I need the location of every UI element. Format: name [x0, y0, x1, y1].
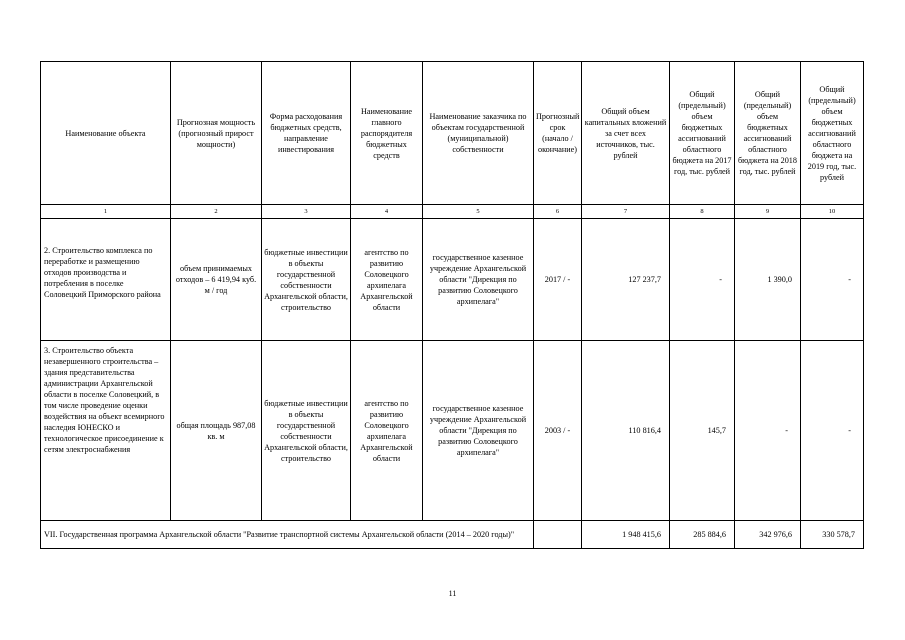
column-number-row: [41, 205, 864, 219]
column-number: 2: [171, 205, 262, 219]
amount-2019-cell: -: [801, 219, 864, 341]
header-cell-customer: Наименование заказчика по объектам государственной (муниципальной) собственности: [423, 62, 534, 205]
header-cell-object-name: Наименование объекта: [41, 62, 171, 205]
amount-2017-cell: 145,7: [670, 341, 735, 521]
program-term-cell: [534, 521, 582, 549]
header-cell-total: Общий объем капитальных вложений за счет всех источников, тыс. рублей: [582, 62, 670, 205]
amount-2018-cell: -: [735, 341, 801, 521]
header-cell-2017: Общий (предельный) объем бюджетных ассигнований областного бюджета на 2017 год, тыс. рублей: [670, 62, 735, 205]
capacity-cell: объем принимаемых отходов – 6 419,94 куб. м / год: [171, 219, 262, 341]
budget-table: [40, 61, 864, 549]
header-cell-capacity: Прогнозная мощность (прогнозный прирост мощности): [171, 62, 262, 205]
object-name-cell: 2. Строительство комплекса по переработке и размещению отходов производства и потребления в поселке Соловецкий Приморского района: [41, 219, 171, 341]
manager-cell: агентство по развитию Соловецкого архипелага Архангельской области: [351, 341, 423, 521]
header-cell-2018: Общий (предельный) объем бюджетных ассигнований областного бюджета на 2018 год, тыс. рублей: [735, 62, 801, 205]
program-total-cell: 1 948 415,6: [582, 521, 670, 549]
program-2019-cell: 330 578,7: [801, 521, 864, 549]
program-title-cell: VII. Государственная программа Архангельской области "Развитие транспортной системы Архангельской области (2014 – 2020 годы)": [41, 521, 534, 549]
spending-form-cell: бюджетные инвестиции в объекты государственной собственности Архангельской области, строительство: [262, 341, 351, 521]
customer-cell: государственное казенное учреждение Архангельской области "Дирекция по развитию Соловецкого архипелага": [423, 219, 534, 341]
table-row: [41, 219, 864, 341]
header-cell-manager: Наименование главного распорядителя бюджетных средств: [351, 62, 423, 205]
program-2018-cell: 342 976,6: [735, 521, 801, 549]
manager-cell: агентство по развитию Соловецкого архипелага Архангельской области: [351, 219, 423, 341]
column-number: 4: [351, 205, 423, 219]
header-cell-2019: Общий (предельный) объем бюджетных ассигнований областного бюджета на 2019 год, тыс. рублей: [801, 62, 864, 205]
term-cell: 2017 / -: [534, 219, 582, 341]
amount-2017-cell: -: [670, 219, 735, 341]
table-row: [41, 341, 864, 521]
amount-2019-cell: -: [801, 341, 864, 521]
column-number: 1: [41, 205, 171, 219]
capacity-cell: общая площадь 987,08 кв. м: [171, 341, 262, 521]
column-number: 8: [670, 205, 735, 219]
object-name-cell: 3. Строительство объекта незавершенного строительства – здания представительства администрации Архангельской области в поселке Соловецкий, в том числе проведение оценки воздействия на объект всемирного наследия ЮНЕСКО и технологическое присоединение к сетям электроснабжения: [41, 341, 171, 521]
total-cell: 110 816,4: [582, 341, 670, 521]
total-cell: 127 237,7: [582, 219, 670, 341]
column-number: 9: [735, 205, 801, 219]
column-number: 3: [262, 205, 351, 219]
header-row: [41, 62, 864, 205]
column-number: 10: [801, 205, 864, 219]
term-cell: 2003 / -: [534, 341, 582, 521]
column-number: 7: [582, 205, 670, 219]
column-number: 5: [423, 205, 534, 219]
program-2017-cell: 285 884,6: [670, 521, 735, 549]
spending-form-cell: бюджетные инвестиции в объекты государственной собственности Архангельской области, строительство: [262, 219, 351, 341]
program-summary-row: [41, 521, 864, 549]
column-number: 6: [534, 205, 582, 219]
header-cell-term: Прогнозный срок (начало / окончание): [534, 62, 582, 205]
page-number: 11: [448, 589, 457, 598]
header-cell-spending-form: Форма расходования бюджетных средств, направление инвестирования: [262, 62, 351, 205]
amount-2018-cell: 1 390,0: [735, 219, 801, 341]
customer-cell: государственное казенное учреждение Архангельской области "Дирекция по развитию Соловецкого архипелага": [423, 341, 534, 521]
